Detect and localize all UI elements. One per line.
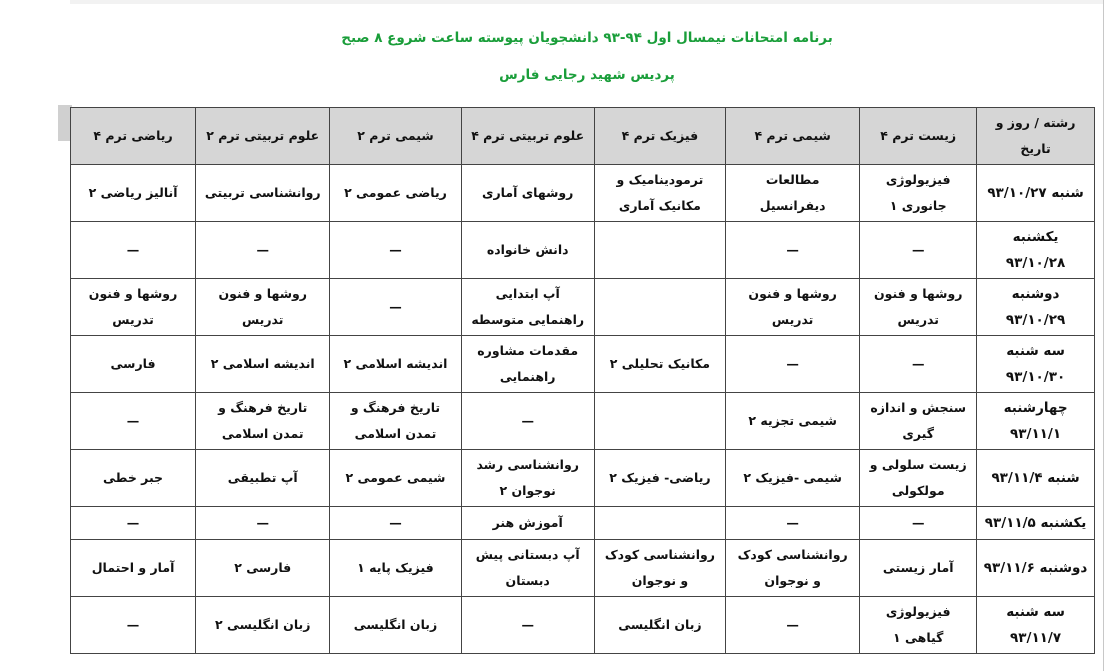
table-cell: روشها و فنون تدریس: [860, 279, 977, 336]
campus-title: پردیس شهید رجایی فارس: [499, 67, 675, 83]
row-date: دوشنبه ۹۳/۱۰/۲۹: [977, 279, 1095, 336]
table-cell: ریاضی عمومی ۲: [330, 165, 461, 222]
table-cell: آموزش هنر: [461, 507, 594, 540]
table-cell: آمار و احتمال: [71, 540, 196, 597]
table-cell: —: [71, 222, 196, 279]
table-cell: اندیشه اسلامی ۲: [330, 336, 461, 393]
table-cell: زبان انگلیسی: [330, 597, 461, 654]
table-cell: ترمودینامیک و مکانیک آماری: [594, 165, 725, 222]
table-cell: —: [726, 336, 860, 393]
table-row: [71, 393, 1095, 450]
table-cell: دانش خانواده: [461, 222, 594, 279]
table-cell: —: [726, 507, 860, 540]
top-strip: [70, 0, 1104, 4]
table-cell: فیزیولوژی جانوری ۱: [860, 165, 977, 222]
table-cell: مکانیک تحلیلی ۲: [594, 336, 725, 393]
table-cell: جبر خطی: [71, 450, 196, 507]
table-cell: فارسی: [71, 336, 196, 393]
header-biology-4: زیست ترم ۴: [860, 108, 977, 165]
table-cell: فیزیک پایه ۱: [330, 540, 461, 597]
table-cell: زبان انگلیسی: [594, 597, 725, 654]
table-cell: فیزیولوژی گیاهی ۱: [860, 597, 977, 654]
row-date: دوشنبه ۹۳/۱۱/۶: [977, 540, 1095, 597]
table-cell: زیست سلولی و مولکولی: [860, 450, 977, 507]
table-cell: —: [330, 279, 461, 336]
table-cell: آنالیز ریاضی ۲: [71, 165, 196, 222]
table-cell: —: [726, 597, 860, 654]
table-cell: —: [726, 222, 860, 279]
header-date: رشته / روز و تاریخ: [977, 108, 1095, 165]
table-cell: آمار زیستی: [860, 540, 977, 597]
row-date: یکشنبه ۹۳/۱۱/۵: [977, 507, 1095, 540]
table-cell: —: [461, 597, 594, 654]
header-chemistry-2: شیمی ترم ۲: [330, 108, 461, 165]
page-edge: [1103, 0, 1104, 671]
row-date: چهارشنبه ۹۳/۱۱/۱: [977, 393, 1095, 450]
table-cell: —: [860, 507, 977, 540]
table-cell: تاریخ فرهنگ و تمدن اسلامی: [330, 393, 461, 450]
header-chemistry-4: شیمی ترم ۴: [726, 108, 860, 165]
table-cell: روشها و فنون تدریس: [726, 279, 860, 336]
table-cell: فارسی ۲: [196, 540, 330, 597]
table-cell: —: [71, 597, 196, 654]
table-cell: آپ دبستانی پیش دبستان: [461, 540, 594, 597]
table-cell: روانشناسی کودک و نوجوان: [594, 540, 725, 597]
row-date: سه شنبه ۹۳/۱۱/۷: [977, 597, 1095, 654]
table-cell: روانشناسی رشد نوجوان ۲: [461, 450, 594, 507]
header-row: [71, 108, 1095, 165]
table-cell: [594, 222, 725, 279]
table-cell: [594, 393, 725, 450]
table-cell: —: [196, 222, 330, 279]
table-cell: زبان انگلیسی ۲: [196, 597, 330, 654]
row-date: سه شنبه ۹۳/۱۰/۳۰: [977, 336, 1095, 393]
exam-schedule-table: [70, 107, 1095, 654]
table-row: [71, 165, 1095, 222]
table-cell: تاریخ فرهنگ و تمدن اسلامی: [196, 393, 330, 450]
table-cell: مطالعات دیفرانسیل: [726, 165, 860, 222]
table-cell: شیمی عمومی ۲: [330, 450, 461, 507]
table-cell: —: [860, 336, 977, 393]
table-cell: روشها و فنون تدریس: [196, 279, 330, 336]
table-cell: —: [330, 507, 461, 540]
header-math-4: ریاضی ترم ۴: [71, 108, 196, 165]
table-row: [71, 279, 1095, 336]
table-cell: اندیشه اسلامی ۲: [196, 336, 330, 393]
table-cell: —: [330, 222, 461, 279]
header-physics-4: فیزیک ترم ۴: [594, 108, 725, 165]
table-row: [71, 450, 1095, 507]
table-row: [71, 540, 1095, 597]
table-cell: مقدمات مشاوره راهنمایی: [461, 336, 594, 393]
header-education-4: علوم تربیتی ترم ۴: [461, 108, 594, 165]
table-cell: روانشناسی تربیتی: [196, 165, 330, 222]
table-row: [71, 222, 1095, 279]
left-margin: [0, 0, 58, 671]
table-cell: شیمی تجزیه ۲: [726, 393, 860, 450]
table-cell: آپ ابتدایی راهنمایی متوسطه: [461, 279, 594, 336]
table-cell: —: [461, 393, 594, 450]
table-row: [71, 336, 1095, 393]
header-education-2: علوم تربیتی ترم ۲: [196, 108, 330, 165]
table-cell: [594, 279, 725, 336]
table-row: [71, 597, 1095, 654]
document-title: برنامه امتحانات نیمسال اول ۹۴-۹۳ دانشجویان پیوسته ساعت شروع ۸ صبح: [341, 30, 833, 46]
table-cell: سنجش و اندازه گیری: [860, 393, 977, 450]
row-date: شنبه ۹۳/۱۱/۴: [977, 450, 1095, 507]
table-cell: —: [71, 393, 196, 450]
table-cell: —: [71, 507, 196, 540]
table-cell: روانشناسی کودک و نوجوان: [726, 540, 860, 597]
table-row: [71, 507, 1095, 540]
table-cell: [594, 507, 725, 540]
table-cell: —: [860, 222, 977, 279]
table-cell: شیمی -فیزیک ۲: [726, 450, 860, 507]
table-cell: —: [196, 507, 330, 540]
table-cell: روشهای آماری: [461, 165, 594, 222]
table-cell: روشها و فنون تدریس: [71, 279, 196, 336]
row-date: شنبه ۹۳/۱۰/۲۷: [977, 165, 1095, 222]
table-cell: ریاضی- فیزیک ۲: [594, 450, 725, 507]
row-date: یکشنبه ۹۳/۱۰/۲۸: [977, 222, 1095, 279]
table-cell: آپ تطبیقی: [196, 450, 330, 507]
